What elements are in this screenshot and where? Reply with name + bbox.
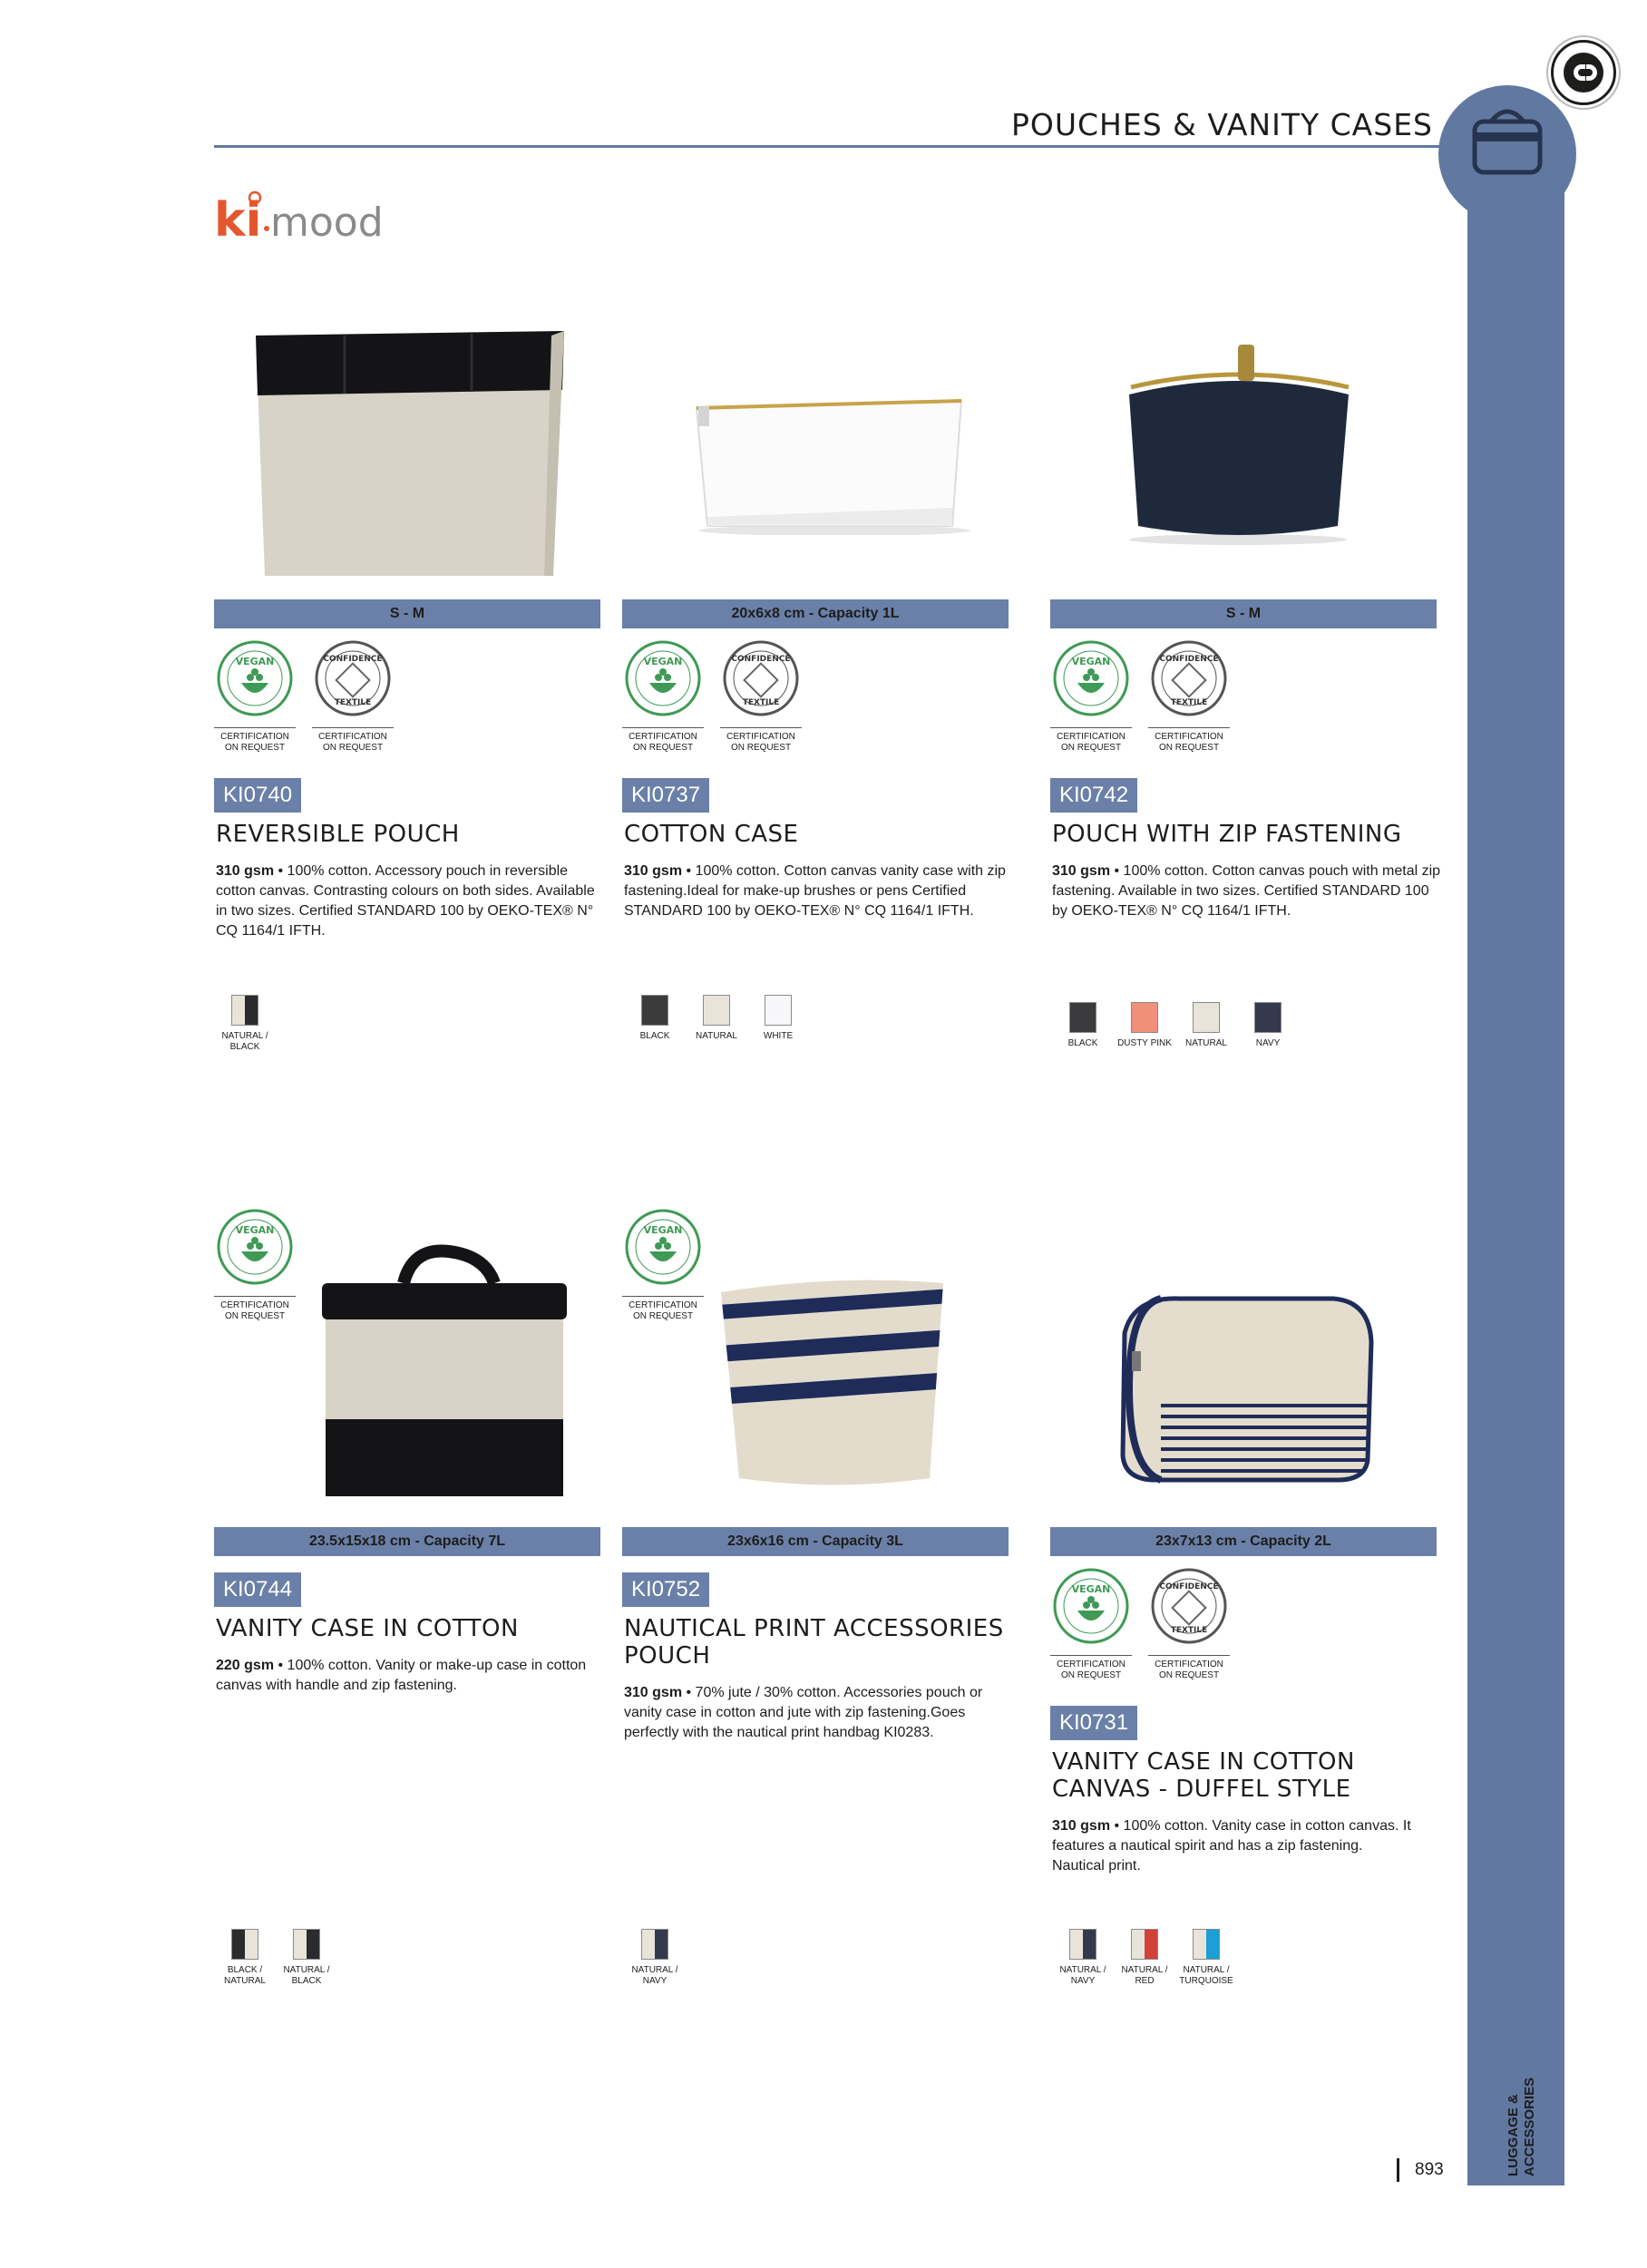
product-photo-duffel-case bbox=[1106, 1279, 1379, 1487]
size-bar: S - M bbox=[214, 599, 600, 628]
product-title-line-1: NAUTICAL PRINT ACCESSORIES bbox=[624, 1615, 1004, 1642]
svg-text:CONFIDENCE: CONFIDENCE bbox=[1159, 655, 1219, 664]
confidence-textile-certification bbox=[1148, 1565, 1230, 1681]
swatch-label: BLACK bbox=[1067, 1038, 1098, 1048]
product-code-badge: KI0731 bbox=[1050, 1706, 1137, 1740]
vegan-certification bbox=[622, 638, 704, 754]
cert-label: CERTIFICATION ON REQUEST bbox=[622, 1296, 704, 1322]
colour-swatch-natural-navy[interactable] bbox=[1054, 1929, 1112, 1987]
colour-swatch-black-natural[interactable] bbox=[216, 1929, 274, 1987]
size-bar: 23x7x13 cm - Capacity 2L bbox=[1050, 1527, 1437, 1556]
product-gsm: 310 gsm bbox=[624, 1685, 683, 1700]
swatch-label: BLACK bbox=[639, 1031, 670, 1041]
cert-label: CERTIFICATION ON REQUEST bbox=[1148, 727, 1230, 754]
swatch-chip bbox=[703, 995, 730, 1026]
product-desc-text: • 100% cotton. Cotton canvas vanity case with zip fastening.Ideal for make-up brushes or pens Certified STANDARD 100 by OEKO-TEX® N° CQ 1164/1 IFTH. bbox=[624, 863, 1006, 919]
colour-swatch-black[interactable] bbox=[626, 995, 684, 1042]
product-description bbox=[1052, 861, 1442, 921]
page-number-divider bbox=[1397, 2158, 1399, 2182]
vegan-badge-icon bbox=[1050, 1565, 1132, 1647]
swatch-chip bbox=[1069, 1929, 1096, 1960]
product-code-badge: KI0742 bbox=[1050, 778, 1137, 813]
product-title: VANITY CASE IN COTTON bbox=[216, 1615, 519, 1642]
vegan-badge-icon bbox=[622, 638, 704, 719]
svg-text:CONFIDENCE: CONFIDENCE bbox=[323, 655, 383, 664]
svg-text:TEXTILE: TEXTILE bbox=[742, 698, 780, 707]
colour-swatch-natural[interactable] bbox=[687, 995, 746, 1042]
product-title-line-1: VANITY CASE IN COTTON bbox=[1052, 1748, 1355, 1776]
product-gsm: 310 gsm bbox=[1052, 1818, 1111, 1834]
cert-label: CERTIFICATION ON REQUEST bbox=[214, 1296, 296, 1322]
oeko-tex-badge-icon bbox=[1148, 638, 1230, 719]
sidebar-category-label bbox=[1506, 2077, 1542, 2176]
colour-swatch-navy[interactable] bbox=[1239, 1002, 1297, 1049]
swatch-label: NATURAL / TURQUOISE bbox=[1179, 1965, 1233, 1986]
product-photo-reversible-pouch bbox=[245, 317, 571, 580]
colour-swatch-natural-black[interactable] bbox=[278, 1929, 336, 1987]
swatch-label: NATURAL / BLACK bbox=[221, 1031, 268, 1052]
product-description bbox=[624, 861, 1014, 921]
colour-swatch-white[interactable] bbox=[749, 995, 807, 1042]
cert-label: CERTIFICATION ON REQUEST bbox=[1050, 1655, 1132, 1681]
colour-swatch-natural[interactable] bbox=[1177, 1002, 1235, 1049]
swatch-chip bbox=[1131, 1002, 1158, 1033]
vegan-badge-icon bbox=[214, 638, 296, 719]
vegan-certification bbox=[1050, 1565, 1132, 1681]
colour-swatches bbox=[216, 995, 274, 1053]
product-photo-cotton-case bbox=[680, 381, 979, 535]
oeko-tex-badge-icon bbox=[1148, 1565, 1230, 1647]
swatch-chip bbox=[1069, 1002, 1096, 1033]
catalog-logo-icon bbox=[1551, 40, 1616, 105]
product-title: COTTON CASE bbox=[624, 821, 799, 848]
oeko-tex-badge-icon bbox=[312, 638, 394, 719]
colour-swatches bbox=[1054, 1929, 1235, 1987]
swatch-chip bbox=[641, 1929, 668, 1960]
vegan-certification bbox=[1050, 638, 1132, 754]
vegan-certification bbox=[214, 638, 296, 754]
vegan-certification bbox=[622, 1206, 704, 1322]
page-title: POUCHES & VANITY CASES bbox=[1010, 107, 1433, 142]
product-gsm: 220 gsm bbox=[216, 1658, 275, 1673]
product-description bbox=[216, 861, 606, 941]
swatch-label: NAVY bbox=[1255, 1038, 1281, 1048]
product-gsm: 310 gsm bbox=[1052, 863, 1111, 879]
svg-text:TEXTILE: TEXTILE bbox=[1170, 698, 1208, 707]
swatch-label: NATURAL / RED bbox=[1121, 1965, 1168, 1986]
product-code-badge: KI0752 bbox=[622, 1572, 709, 1607]
swatch-chip bbox=[1193, 1002, 1220, 1033]
cert-label: CERTIFICATION ON REQUEST bbox=[622, 727, 704, 754]
product-photo-nautical-pouch bbox=[716, 1265, 952, 1492]
svg-text:VEGAN: VEGAN bbox=[643, 1224, 683, 1236]
swatch-chip bbox=[641, 995, 668, 1026]
colour-swatches bbox=[626, 995, 807, 1042]
svg-text:VEGAN: VEGAN bbox=[235, 656, 275, 667]
swatch-label: NATURAL / BLACK bbox=[283, 1965, 330, 1986]
swatch-label: DUSTY PINK bbox=[1117, 1038, 1172, 1048]
product-description bbox=[1052, 1816, 1415, 1876]
product-title: POUCH WITH ZIP FASTENING bbox=[1052, 821, 1402, 848]
swatch-chip bbox=[765, 995, 792, 1026]
page-number: 893 bbox=[1415, 2160, 1444, 2179]
swatch-label: BLACK / NATURAL bbox=[224, 1965, 266, 1986]
product-title-line-2: POUCH bbox=[624, 1642, 711, 1669]
product-description bbox=[624, 1683, 1014, 1743]
product-code-badge: KI0740 bbox=[214, 778, 301, 813]
vegan-badge-icon bbox=[1050, 638, 1132, 719]
product-desc-text: • 100% cotton. Vanity case in cotton canvas. It features a nautical spirit and has a zip fastening. Nautical print. bbox=[1052, 1818, 1411, 1874]
confidence-textile-certification bbox=[312, 638, 394, 754]
oeko-tex-badge-icon bbox=[720, 638, 802, 719]
product-title bbox=[624, 1615, 1023, 1669]
product-title bbox=[1052, 1748, 1451, 1803]
category-line-2: ACCESSORIES bbox=[1522, 2077, 1537, 2176]
confidence-textile-certification bbox=[1148, 638, 1230, 754]
brand-logo bbox=[214, 189, 414, 257]
bag-icon bbox=[1438, 85, 1576, 223]
svg-text:VEGAN: VEGAN bbox=[1071, 656, 1111, 667]
product-code-badge: KI0737 bbox=[622, 778, 709, 813]
product-desc-text: • 100% cotton. Cotton canvas pouch with metal zip fastening. Available in two sizes. Certified STANDARD 100 by OEKO-TEX® N° CQ 1164/1 IFTH. bbox=[1052, 863, 1441, 919]
swatch-label: NATURAL / NAVY bbox=[1059, 1965, 1106, 1986]
cert-label: CERTIFICATION ON REQUEST bbox=[312, 727, 394, 754]
size-bar: S - M bbox=[1050, 599, 1437, 628]
colour-swatch-natural-black[interactable] bbox=[216, 995, 274, 1053]
vegan-certification bbox=[214, 1206, 296, 1322]
header-rule bbox=[214, 145, 1466, 148]
colour-swatch-natural-red[interactable] bbox=[1116, 1929, 1174, 1987]
swatch-label: NATURAL / NAVY bbox=[631, 1965, 678, 1986]
colour-swatches bbox=[1054, 1002, 1297, 1049]
product-gsm: 310 gsm bbox=[624, 863, 683, 879]
category-tab bbox=[1438, 85, 1576, 223]
colour-swatch-black[interactable] bbox=[1054, 1002, 1112, 1049]
svg-text:CONFIDENCE: CONFIDENCE bbox=[731, 655, 791, 664]
swatch-chip bbox=[1193, 1929, 1220, 1960]
cert-label: CERTIFICATION ON REQUEST bbox=[1050, 727, 1132, 754]
swatch-label: NATURAL bbox=[1185, 1038, 1227, 1048]
product-desc-text: • 70% jute / 30% cotton. Accessories pouch or vanity case in cotton and jute with zip fastening.Goes perfectly with the nautical print handbag KI0283. bbox=[624, 1685, 983, 1740]
product-title: REVERSIBLE POUCH bbox=[216, 821, 460, 848]
confidence-textile-certification bbox=[720, 638, 802, 754]
vegan-badge-icon bbox=[214, 1206, 296, 1288]
colour-swatch-dusty-pink[interactable] bbox=[1116, 1002, 1174, 1049]
vegan-badge-icon bbox=[622, 1206, 704, 1288]
category-line-1: LUGGAGE & bbox=[1506, 2094, 1521, 2176]
swatch-label: WHITE bbox=[763, 1031, 794, 1041]
svg-text:VEGAN: VEGAN bbox=[643, 656, 683, 667]
product-code-badge: KI0744 bbox=[214, 1572, 301, 1607]
product-title-line-2: CANVAS - DUFFEL STYLE bbox=[1052, 1776, 1351, 1803]
svg-text:mood: mood bbox=[270, 200, 384, 246]
svg-text:TEXTILE: TEXTILE bbox=[334, 698, 372, 707]
swatch-label: NATURAL bbox=[696, 1031, 737, 1041]
swatch-chip bbox=[293, 1929, 320, 1960]
product-desc-text: • 100% cotton. Vanity or make-up case in cotton canvas with handle and zip fastening. bbox=[216, 1658, 587, 1693]
swatch-chip bbox=[1131, 1929, 1158, 1960]
cert-label: CERTIFICATION ON REQUEST bbox=[214, 727, 296, 754]
colour-swatches bbox=[216, 1929, 336, 1987]
colour-swatches bbox=[626, 1929, 684, 1987]
size-bar: 23x6x16 cm - Capacity 3L bbox=[622, 1527, 1009, 1556]
product-photo-vanity-case bbox=[313, 1242, 576, 1505]
category-sidebar bbox=[1467, 118, 1564, 2185]
cert-label: CERTIFICATION ON REQUEST bbox=[1148, 1655, 1230, 1681]
svg-text:TEXTILE: TEXTILE bbox=[1170, 1626, 1208, 1635]
product-photo-zip-pouch bbox=[1111, 340, 1365, 549]
colour-swatch-natural-navy[interactable] bbox=[626, 1929, 684, 1987]
swatch-chip bbox=[1254, 1002, 1282, 1033]
product-desc-text: • 100% cotton. Accessory pouch in reversible cotton canvas. Contrasting colours on both sides. Available in two sizes. Certified STANDARD 100 by OEKO-TEX® N° CQ 1164/1 IFTH. bbox=[216, 863, 595, 939]
product-gsm: 310 gsm bbox=[216, 863, 275, 879]
svg-text:VEGAN: VEGAN bbox=[235, 1224, 275, 1236]
svg-text:CONFIDENCE: CONFIDENCE bbox=[1159, 1582, 1219, 1591]
size-bar: 23.5x15x18 cm - Capacity 7L bbox=[214, 1527, 600, 1556]
swatch-chip bbox=[231, 995, 258, 1026]
svg-text:VEGAN: VEGAN bbox=[1071, 1583, 1111, 1595]
cert-label: CERTIFICATION ON REQUEST bbox=[720, 727, 802, 754]
swatch-chip bbox=[231, 1929, 258, 1960]
colour-swatch-natural-turquoise[interactable] bbox=[1177, 1929, 1235, 1987]
product-description bbox=[216, 1656, 606, 1696]
size-bar: 20x6x8 cm - Capacity 1L bbox=[622, 599, 1009, 628]
svg-text:ki: ki bbox=[214, 193, 262, 248]
